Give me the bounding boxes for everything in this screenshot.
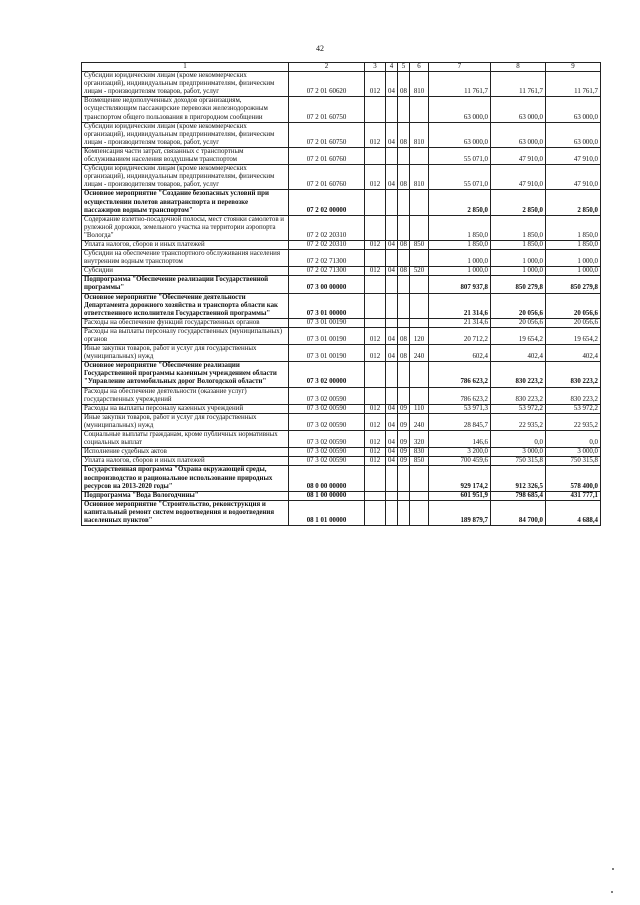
table-row	[82, 500, 601, 525]
header-cell: 1	[82, 63, 289, 72]
ministry-code: 012	[365, 457, 386, 466]
section-code: 04	[386, 327, 398, 344]
header-cell: 8	[491, 63, 546, 72]
scan-speck	[611, 891, 613, 893]
amount-col9: 53 972,2	[546, 404, 601, 413]
amount-col8: 1 850,0	[491, 215, 546, 240]
section-code: 04	[386, 413, 398, 430]
expense-type: 850	[410, 240, 429, 249]
section-code	[386, 250, 398, 267]
amount-col9: 402,4	[546, 345, 601, 362]
table-row	[82, 215, 601, 240]
ministry-code	[365, 190, 386, 215]
ministry-code: 012	[365, 327, 386, 344]
table-row	[82, 276, 601, 293]
subsection-code	[398, 491, 410, 500]
subsection-code	[398, 318, 410, 327]
table-row	[82, 165, 601, 190]
ministry-code: 012	[365, 240, 386, 249]
row-name: Субсидии юридическим лицам (кроме некоммерческих организаций), индивидуальным предпринимателям, физическим лицам - производителям товаров, работ, услуг	[82, 165, 289, 190]
amount-col8: 53 972,2	[491, 404, 546, 413]
amount-col7: 786 623,2	[429, 362, 491, 387]
table-row	[82, 72, 601, 97]
target-code: 07 3 02 00590	[289, 413, 365, 430]
subsection-code	[398, 387, 410, 404]
subsection-code: 08	[398, 240, 410, 249]
section-code	[386, 190, 398, 215]
amount-col7: 786 623,2	[429, 387, 491, 404]
subsection-code: 09	[398, 457, 410, 466]
ministry-code: 012	[365, 72, 386, 97]
expense-type	[410, 250, 429, 267]
expense-type	[410, 293, 429, 318]
target-code: 07 3 02 00590	[289, 448, 365, 457]
amount-col8: 3 000,0	[491, 448, 546, 457]
amount-col9: 20 056,6	[546, 318, 601, 327]
amount-col9: 19 654,2	[546, 327, 601, 344]
target-code: 07 2 01 60750	[289, 97, 365, 122]
table-row	[82, 431, 601, 448]
ministry-code	[365, 293, 386, 318]
ministry-code: 012	[365, 413, 386, 430]
amount-col7: 28 845,7	[429, 413, 491, 430]
subsection-code: 09	[398, 404, 410, 413]
amount-col9: 1 850,0	[546, 215, 601, 240]
amount-col7: 20 712,2	[429, 327, 491, 344]
expense-type	[410, 276, 429, 293]
target-code: 07 2 02 00000	[289, 190, 365, 215]
expense-type: 520	[410, 267, 429, 276]
amount-col9: 63 000,0	[546, 122, 601, 147]
table-row	[82, 466, 601, 491]
subsection-code: 08	[398, 327, 410, 344]
ministry-code: 012	[365, 448, 386, 457]
section-code	[386, 500, 398, 525]
row-name: Содержание взлетно-посадочной полосы, мест стоянки самолетов и рулежной дорожки, земельного участка на территории аэропорта "Вологда"	[82, 215, 289, 240]
amount-col8: 63 000,0	[491, 122, 546, 147]
amount-col9: 1 000,0	[546, 267, 601, 276]
target-code: 07 2 01 60750	[289, 122, 365, 147]
row-name: Подпрограмма "Обеспечение реализации Государственной программы"	[82, 276, 289, 293]
expense-type	[410, 491, 429, 500]
section-code: 04	[386, 345, 398, 362]
header-cell: 4	[386, 63, 398, 72]
target-code: 07 3 02 00590	[289, 387, 365, 404]
ministry-code	[365, 97, 386, 122]
expense-type	[410, 147, 429, 164]
header-cell: 2	[289, 63, 365, 72]
section-code	[386, 318, 398, 327]
amount-col7: 602,4	[429, 345, 491, 362]
amount-col7: 601 951,9	[429, 491, 491, 500]
amount-col8: 11 761,7	[491, 72, 546, 97]
expense-type	[410, 387, 429, 404]
row-name: Основное мероприятие "Создание безопасных условий при осуществлении полетов авиатранспорта и перевозке пассажиров водным транспортом"	[82, 190, 289, 215]
row-name: Расходы на обеспечение деятельности (оказание услуг) государственных учреждений	[82, 387, 289, 404]
table-row	[82, 250, 601, 267]
ministry-code: 012	[365, 122, 386, 147]
amount-col9: 2 850,0	[546, 190, 601, 215]
amount-col9: 1 000,0	[546, 250, 601, 267]
target-code: 07 2 02 71300	[289, 250, 365, 267]
subsection-code	[398, 190, 410, 215]
section-code	[386, 293, 398, 318]
amount-col7: 1 000,0	[429, 250, 491, 267]
subsection-code: 08	[398, 122, 410, 147]
target-code: 07 3 02 00000	[289, 362, 365, 387]
ministry-code: 012	[365, 345, 386, 362]
subsection-code: 09	[398, 431, 410, 448]
subsection-code	[398, 147, 410, 164]
table-row	[82, 387, 601, 404]
amount-col7: 21 314,6	[429, 293, 491, 318]
target-code: 07 3 02 00590	[289, 404, 365, 413]
amount-col8: 84 700,0	[491, 500, 546, 525]
table-row	[82, 147, 601, 164]
section-code: 04	[386, 448, 398, 457]
target-code: 07 3 01 00000	[289, 293, 365, 318]
ministry-code	[365, 276, 386, 293]
ministry-code	[365, 215, 386, 240]
row-name: Расходы на выплаты персоналу казенных учреждений	[82, 404, 289, 413]
section-code	[386, 362, 398, 387]
target-code: 07 2 02 20310	[289, 240, 365, 249]
ministry-code: 012	[365, 267, 386, 276]
amount-col8: 1 850,0	[491, 240, 546, 249]
amount-col9: 3 000,0	[546, 448, 601, 457]
expense-type: 110	[410, 404, 429, 413]
section-code	[386, 147, 398, 164]
target-code: 07 3 02 00590	[289, 431, 365, 448]
subsection-code: 08	[398, 165, 410, 190]
ministry-code	[365, 387, 386, 404]
expense-type: 810	[410, 72, 429, 97]
ministry-code	[365, 466, 386, 491]
section-code: 04	[386, 457, 398, 466]
table-row	[82, 413, 601, 430]
subsection-code	[398, 293, 410, 318]
table-row	[82, 293, 601, 318]
amount-col7: 1 850,0	[429, 240, 491, 249]
table-row	[82, 345, 601, 362]
amount-col7: 2 850,0	[429, 190, 491, 215]
amount-col8: 20 056,6	[491, 318, 546, 327]
subsection-code	[398, 215, 410, 240]
expense-type	[410, 97, 429, 122]
amount-col9: 20 056,6	[546, 293, 601, 318]
amount-col7: 3 200,0	[429, 448, 491, 457]
amount-col9: 63 000,0	[546, 97, 601, 122]
expense-type	[410, 500, 429, 525]
row-name: Исполнение судебных актов	[82, 448, 289, 457]
amount-col8: 22 935,2	[491, 413, 546, 430]
section-code	[386, 387, 398, 404]
table-row	[82, 491, 601, 500]
expense-type	[410, 466, 429, 491]
amount-col9: 0,0	[546, 431, 601, 448]
row-name: Субсидии юридическим лицам (кроме некоммерческих организаций), индивидуальным предпринимателям, физическим лицам - производителям товаров, работ, услуг	[82, 72, 289, 97]
ministry-code: 012	[365, 404, 386, 413]
amount-col9: 431 777,1	[546, 491, 601, 500]
amount-col8: 402,4	[491, 345, 546, 362]
section-code: 04	[386, 122, 398, 147]
row-name: Субсидии на обеспечение транспортного обслуживания населения внутренним водным транспортом	[82, 250, 289, 267]
amount-col9: 47 910,0	[546, 165, 601, 190]
amount-col8: 2 850,0	[491, 190, 546, 215]
amount-col9: 750 315,8	[546, 457, 601, 466]
subsection-code: 08	[398, 267, 410, 276]
section-code	[386, 276, 398, 293]
header-cell: 5	[398, 63, 410, 72]
amount-col7: 1 850,0	[429, 215, 491, 240]
row-name: Иные закупки товаров, работ и услуг для государственных (муниципальных) нужд	[82, 345, 289, 362]
amount-col8: 830 223,2	[491, 387, 546, 404]
amount-col7: 700 459,6	[429, 457, 491, 466]
subsection-code: 09	[398, 448, 410, 457]
target-code: 07 2 02 20310	[289, 215, 365, 240]
row-name: Компенсация части затрат, связанных с транспортным обслуживанием населения воздушным транспортом	[82, 147, 289, 164]
target-code: 07 2 01 60760	[289, 147, 365, 164]
amount-col7: 11 761,7	[429, 72, 491, 97]
target-code: 07 2 01 60760	[289, 165, 365, 190]
row-name: Уплата налогов, сборов и иных платежей	[82, 457, 289, 466]
amount-col9: 22 935,2	[546, 413, 601, 430]
amount-col7: 146,6	[429, 431, 491, 448]
ministry-code	[365, 491, 386, 500]
amount-col8: 19 654,2	[491, 327, 546, 344]
expense-type	[410, 318, 429, 327]
ministry-code	[365, 318, 386, 327]
row-name: Основное мероприятие "Строительство, реконструкция и капитальный ремонт систем водоотведения и водоотведения населенных пунктов"	[82, 500, 289, 525]
row-name: Иные закупки товаров, работ и услуг для государственных (муниципальных) нужд	[82, 413, 289, 430]
subsection-code	[398, 97, 410, 122]
subsection-code	[398, 500, 410, 525]
amount-col8: 912 326,5	[491, 466, 546, 491]
target-code: 07 3 01 00190	[289, 345, 365, 362]
ministry-code: 012	[365, 431, 386, 448]
expense-type: 850	[410, 457, 429, 466]
amount-col9: 850 279,8	[546, 276, 601, 293]
section-code	[386, 97, 398, 122]
row-name: Государственная программа "Охрана окружающей среды, воспроизводство и рациональное использование природных ресурсов на 2013-2020 годы"	[82, 466, 289, 491]
table-row	[82, 240, 601, 249]
target-code: 07 2 01 60620	[289, 72, 365, 97]
table-row	[82, 327, 601, 344]
amount-col8: 47 910,0	[491, 147, 546, 164]
section-code: 04	[386, 240, 398, 249]
expense-type: 830	[410, 448, 429, 457]
amount-col8: 1 000,0	[491, 267, 546, 276]
header-cell: 7	[429, 63, 491, 72]
amount-col8: 750 315,8	[491, 457, 546, 466]
target-code: 07 3 01 00190	[289, 318, 365, 327]
table-row	[82, 267, 601, 276]
amount-col7: 21 314,6	[429, 318, 491, 327]
ministry-code	[365, 147, 386, 164]
budget-table	[81, 62, 601, 526]
target-code: 07 3 02 00590	[289, 457, 365, 466]
amount-col9: 578 400,0	[546, 466, 601, 491]
ministry-code	[365, 250, 386, 267]
row-name: Возмещение недополученных доходов организациям, осуществляющим пассажирские перевозки железнодорожным транспортом общего пользования в пригородном сообщении	[82, 97, 289, 122]
amount-col7: 63 000,0	[429, 122, 491, 147]
row-name: Уплата налогов, сборов и иных платежей	[82, 240, 289, 249]
subsection-code: 08	[398, 72, 410, 97]
expense-type: 810	[410, 165, 429, 190]
subsection-code	[398, 466, 410, 491]
table-row	[82, 190, 601, 215]
expense-type: 810	[410, 122, 429, 147]
section-code: 04	[386, 72, 398, 97]
table-row	[82, 318, 601, 327]
ministry-code: 012	[365, 165, 386, 190]
expense-type: 120	[410, 327, 429, 344]
subsection-code: 08	[398, 345, 410, 362]
target-code: 08 1 01 00000	[289, 500, 365, 525]
amount-col9: 1 850,0	[546, 240, 601, 249]
section-code: 04	[386, 267, 398, 276]
table-row	[82, 404, 601, 413]
amount-col8: 830 223,2	[491, 362, 546, 387]
table-row	[82, 448, 601, 457]
table-row	[82, 362, 601, 387]
amount-col8: 798 685,4	[491, 491, 546, 500]
amount-col9: 47 910,0	[546, 147, 601, 164]
amount-col8: 20 056,6	[491, 293, 546, 318]
amount-col7: 55 071,0	[429, 147, 491, 164]
target-code: 08 0 00 00000	[289, 466, 365, 491]
row-name: Подпрограмма "Вода Вологодчины"	[82, 491, 289, 500]
amount-col9: 4 688,4	[546, 500, 601, 525]
row-name: Расходы на обеспечение функций государственных органов	[82, 318, 289, 327]
table-row	[82, 122, 601, 147]
expense-type: 240	[410, 413, 429, 430]
row-name: Основное мероприятие "Обеспечение реализации Государственной программы казенным учреждением области "Управление автомобильных дорог Вологодской области"	[82, 362, 289, 387]
amount-col9: 830 223,2	[546, 362, 601, 387]
ministry-code	[365, 500, 386, 525]
header-cell: 9	[546, 63, 601, 72]
expense-type	[410, 362, 429, 387]
amount-col7: 189 879,7	[429, 500, 491, 525]
amount-col8: 47 910,0	[491, 165, 546, 190]
subsection-code: 09	[398, 413, 410, 430]
amount-col7: 929 174,2	[429, 466, 491, 491]
table-row	[82, 97, 601, 122]
section-code	[386, 215, 398, 240]
amount-col9: 830 223,2	[546, 387, 601, 404]
scan-speck	[612, 868, 614, 870]
amount-col7: 53 971,3	[429, 404, 491, 413]
section-code: 04	[386, 165, 398, 190]
amount-col7: 1 000,0	[429, 267, 491, 276]
amount-col8: 1 000,0	[491, 250, 546, 267]
amount-col9: 11 761,7	[546, 72, 601, 97]
target-code: 08 1 00 00000	[289, 491, 365, 500]
subsection-code	[398, 250, 410, 267]
expense-type	[410, 190, 429, 215]
table-body	[82, 63, 601, 526]
amount-col8: 850 279,8	[491, 276, 546, 293]
amount-col7: 55 071,0	[429, 165, 491, 190]
amount-col8: 63 000,0	[491, 97, 546, 122]
target-code: 07 3 00 00000	[289, 276, 365, 293]
section-code: 04	[386, 404, 398, 413]
section-code: 04	[386, 431, 398, 448]
expense-type	[410, 215, 429, 240]
section-code	[386, 491, 398, 500]
header-row	[82, 63, 601, 72]
expense-type: 240	[410, 345, 429, 362]
header-cell: 3	[365, 63, 386, 72]
amount-col8: 0,0	[491, 431, 546, 448]
subsection-code	[398, 362, 410, 387]
amount-col7: 807 937,8	[429, 276, 491, 293]
row-name: Основное мероприятие "Обеспечение деятельности Департамента дорожного хозяйства и транспорта области как ответственного исполнителя Государственной программы"	[82, 293, 289, 318]
header-cell: 6	[410, 63, 429, 72]
expense-type: 320	[410, 431, 429, 448]
target-code: 07 3 01 00190	[289, 327, 365, 344]
ministry-code	[365, 362, 386, 387]
amount-col7: 63 000,0	[429, 97, 491, 122]
subsection-code	[398, 276, 410, 293]
table-row	[82, 457, 601, 466]
section-code	[386, 466, 398, 491]
row-name: Субсидии	[82, 267, 289, 276]
row-name: Субсидии юридическим лицам (кроме некоммерческих организаций), индивидуальным предпринимателям, физическим лицам - производителям товаров, работ, услуг	[82, 122, 289, 147]
target-code: 07 2 02 71300	[289, 267, 365, 276]
row-name: Расходы на выплаты персоналу государственных (муниципальных) органов	[82, 327, 289, 344]
row-name: Социальные выплаты гражданам, кроме публичных нормативных социальных выплат	[82, 431, 289, 448]
page-number: 42	[316, 44, 324, 53]
